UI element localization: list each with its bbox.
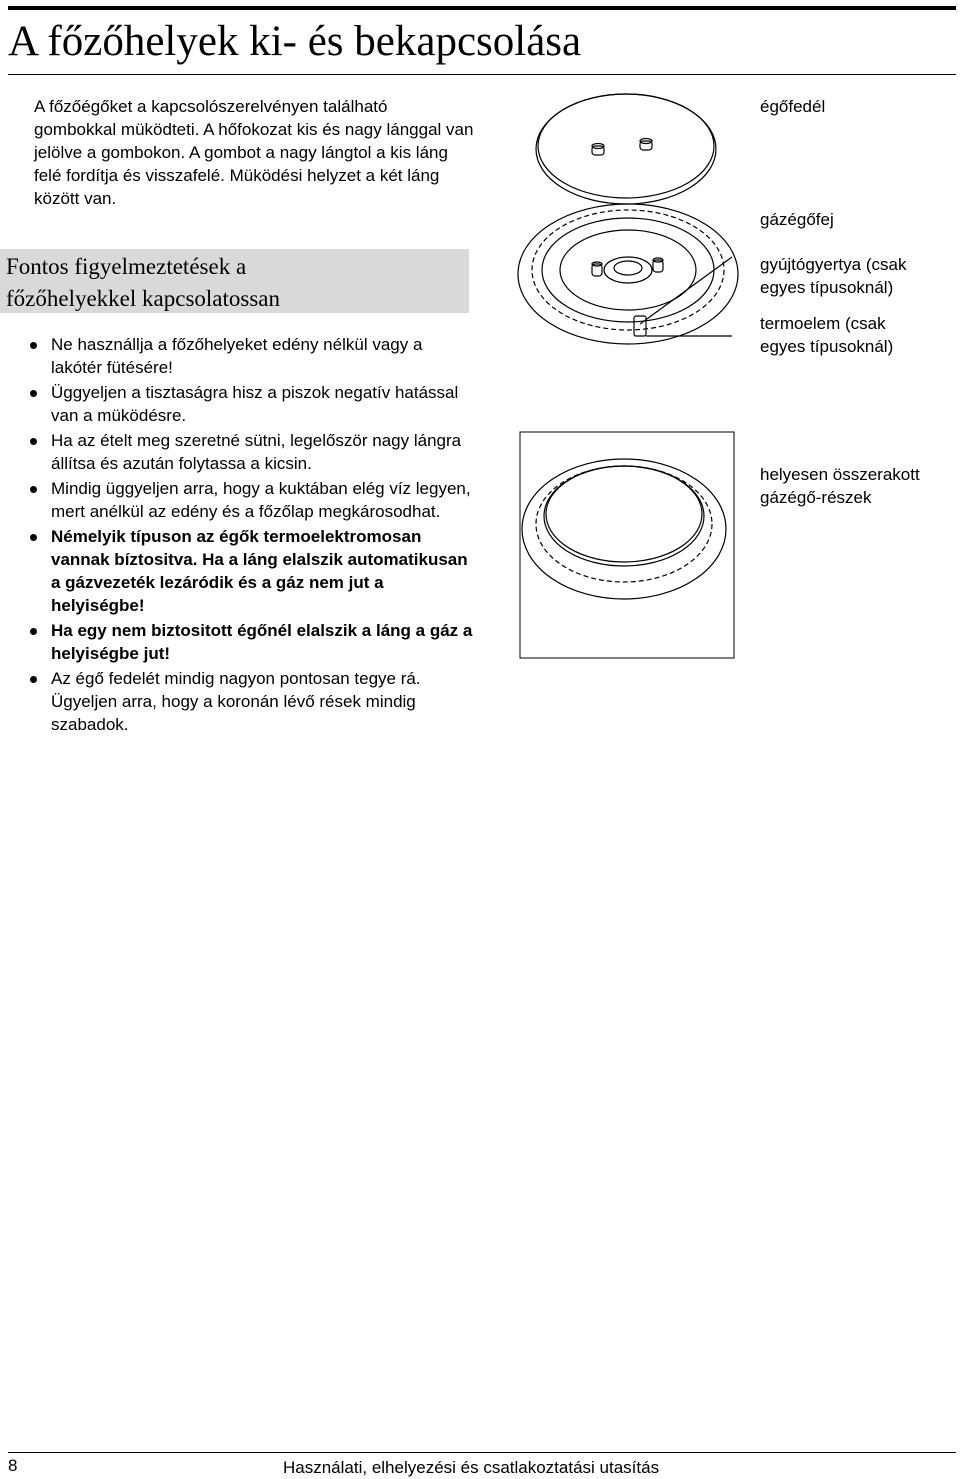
- intro-paragraph: A főzőégőket a kapcsolószerelvényen található gombokkal müködteti. A hőfokozat kis és nagy lánggal van jelölve a gombokon. A gombot a nagy lángtol a kis láng felé fordítja és visszafelé. Müködési helyzet a két láng között van.: [34, 97, 474, 208]
- label-thermocouple-line-2: egyes típusoknál): [760, 337, 894, 356]
- assembled-burner-drawing: [520, 432, 734, 658]
- list-item: [30, 477, 475, 523]
- footer-title: Használati, elhelyezési és csatlakoztatási utasítás: [283, 1458, 660, 1477]
- label-thermocouple-line-1: termoelem (csak: [760, 314, 886, 333]
- page-title: A főzőhelyek ki- és bekapcsolása: [8, 18, 582, 65]
- warning-callout: [0, 249, 469, 313]
- burner-head-drawing: [518, 204, 738, 344]
- top-rule: [8, 6, 956, 10]
- list-item: [30, 381, 475, 427]
- list-item: [30, 667, 475, 736]
- list-item-text: Mindig üggyeljen arra, hogy a kuktában elég víz legyen, mert anélkül az edény és a főzőlap megkárosodhat.: [51, 479, 471, 521]
- warning-list: [30, 333, 475, 738]
- label-spark-plug-line-1: gyújtógyertya (csak: [760, 255, 907, 274]
- list-item-text: Ha az ételt meg szeretné sütni, legelőször nagy lángra állítsa és azután folytassa a kicsin.: [51, 431, 462, 473]
- bullet-icon: [30, 390, 37, 397]
- bullet-icon: [30, 628, 37, 635]
- list-item: [30, 619, 475, 665]
- bullet-icon: [30, 534, 37, 541]
- label-assembled-line-2: gázégő-részek: [760, 488, 872, 507]
- bullet-icon: [30, 342, 37, 349]
- callout-heading-line-2: főzőhelyekkel kapcsolatossan: [6, 286, 280, 311]
- label-spark-plug-line-2: egyes típusoknál): [760, 278, 894, 297]
- page-number: 8: [8, 1456, 18, 1475]
- bullet-icon: [30, 438, 37, 445]
- list-item: [30, 429, 475, 475]
- title-rule: [8, 74, 956, 75]
- burner-cap-drawing: [536, 94, 716, 204]
- label-burner-cap: égőfedél: [760, 97, 826, 116]
- list-item-text: Némelyik típuson az égők termoelektromosan vannak bíztositva. Ha a láng elalszik automatikusan a gázvezeték lezáródik és a gáz nem jut a helyiségbe!: [51, 527, 468, 615]
- bullet-icon: [30, 676, 37, 683]
- list-item-text: Ne használlja a főzőhelyeket edény nélkül vagy a lakótér fütésére!: [51, 335, 423, 377]
- footer-rule: [8, 1452, 956, 1453]
- callout-heading-line-1: Fontos figyelmeztetések a: [6, 254, 247, 279]
- label-assembled-line-1: helyesen összerakott: [760, 465, 920, 484]
- label-burner-head: gázégőfej: [760, 210, 834, 229]
- bullet-icon: [30, 486, 37, 493]
- list-item-text: Üggyeljen a tisztaságra hisz a piszok negatív hatással van a müködésre.: [51, 383, 459, 425]
- callout-heading: [6, 251, 280, 315]
- list-item-text: Az égő fedelét mindig nagyon pontosan tegye rá. Ügyeljen arra, hogy a koronán lévő rések mindig szabadok.: [51, 669, 421, 734]
- list-item: [30, 333, 475, 379]
- list-item-text: Ha egy nem biztositott égőnél elalszik a láng a gáz a helyiségbe jut!: [51, 621, 473, 663]
- burner-parts-illustration: [508, 84, 754, 670]
- list-item: [30, 525, 475, 617]
